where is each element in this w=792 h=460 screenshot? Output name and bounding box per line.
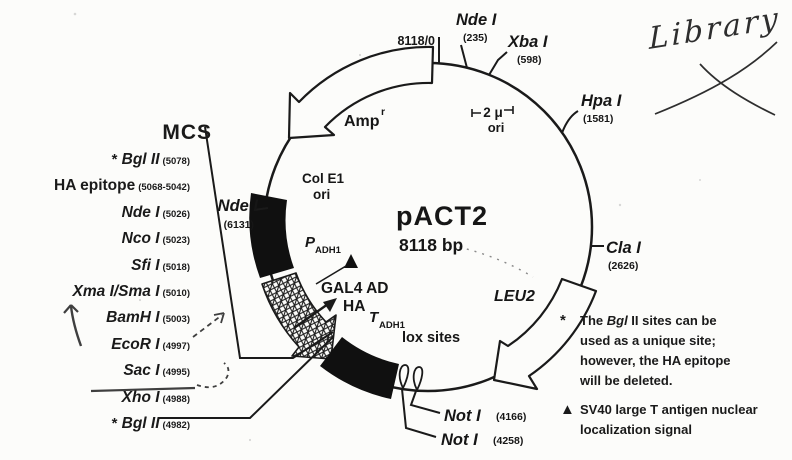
mcs-row-sac1-4995 [0,359,190,385]
site-position: (4982) [162,420,190,432]
xba1-label: Xba I [508,33,548,51]
not1-4166-pos: (4166) [496,411,527,423]
lox-site-loops [400,365,423,390]
xba1-leader [489,52,507,75]
mcs-row-ha-epitope [0,174,190,200]
nde1-235-label: Nde I [456,11,497,29]
site-position: (4995) [162,367,190,379]
note-line: The [580,313,607,328]
pen-squiggle [197,363,228,387]
padh1-label: P [305,234,316,251]
xba1-pos: (598) [517,54,542,66]
site-name: Xma I/Sma I [72,283,160,301]
site-position: (5023) [162,235,190,247]
ha-label: HA [343,298,366,315]
mcs-row-bgl2-4982 [0,412,190,438]
not1-4258-label: Not I [441,431,478,449]
note-line-italic: Bgl [606,313,628,328]
site-name: BamH I [106,309,160,327]
padh1-subscript: ADH1 [315,245,341,256]
two-micron-label: 2 μ [483,105,503,120]
mcs-row-bamh1-5003 [0,306,190,332]
note-text [580,311,731,391]
mcs-row-sfi1-5018 [0,254,190,280]
cla1-label: Cla I [606,239,641,257]
note-line: used as a unique site; [580,333,716,348]
sv40-nls-triangle [344,254,358,268]
cla1-pos: (2626) [608,260,639,272]
origin-marker-label: 8118/0 [397,34,435,48]
handwritten-annotation: Library [648,0,781,57]
tadh1-label: T [369,309,379,326]
mcs-heading: MCS [162,121,212,144]
site-name: Xho I [121,388,160,406]
site-name: Sac I [123,362,160,380]
pencil-faint-arc [459,247,533,277]
plasmid-name: pACT2 [396,201,488,231]
mcs-row-xho1-4988 [0,386,190,412]
nde1-235-pos: (235) [463,32,488,44]
amp-label: Amp [344,113,380,130]
two-micron-ori-label: ori [487,120,505,135]
note-sv40-nls [560,400,782,440]
site-name: Bgl II [121,151,160,168]
mcs-row-nco1-5023 [0,227,190,253]
nde1-235-leader [461,45,467,68]
note-bglii-unique-site [560,311,782,391]
site-name: HA epitope [54,177,136,195]
note-line: localization signal [580,422,692,437]
site-name: Bgl II [121,415,160,433]
unique-site-asterisk: * [111,415,122,433]
cole1-label: Col E1 [302,171,345,186]
note-line: SV40 large T antigen nuclear [580,402,758,417]
nde1-6131-label: Nde I [217,197,258,215]
plasmid-size: 8118 bp [399,235,464,255]
hpa1-pos: (1581) [583,113,614,125]
site-position: (5018) [162,261,190,273]
lox-site-loop [400,365,409,388]
tadh1-subscript: ADH1 [379,320,405,331]
site-position: (5026) [162,208,190,220]
site-name: Sfi I [131,256,160,274]
gal4ad-label-arrowhead [323,298,337,312]
site-name: Nde I [121,203,160,221]
nde1-6131-pos: (6131) [223,219,254,231]
not1-4258-leader [402,389,436,437]
mcs-row-ecor1-4997 [0,333,190,359]
lox-site-loop [414,367,423,390]
mcs-row-xma1-sma1-5010 [0,280,190,306]
unique-site-asterisk: * [111,151,122,168]
site-position: (4997) [162,340,190,352]
not1-4258-pos: (4258) [493,435,524,447]
hpa1-leader [562,111,578,133]
lox-sites-label: lox sites [402,330,461,346]
asterisk-marker: * [560,312,566,329]
not1-4166-label: Not I [444,407,481,425]
cole1-ori-label: ori [313,187,331,202]
mcs-row-nde1-5026 [0,201,190,227]
pen-dashed-arrowhead [214,313,224,323]
note-line: II sites can be [627,313,717,328]
mcs-row-bgl2-5078 [0,148,190,174]
triangle-marker: ▲ [560,401,575,418]
site-position: (4988) [162,393,190,405]
gal4ad-label: GAL4 AD [321,280,389,297]
site-position: (5003) [162,314,190,326]
site-position: (5078) [162,156,190,167]
leu2-label: LEU2 [494,288,535,305]
site-position: (5068-5042) [138,182,190,194]
site-name: EcoR I [111,335,160,353]
amp-superscript: r [381,106,386,118]
pen-dashed-arrow [193,315,222,337]
not1-4166-leader [411,391,440,413]
site-name: Nco I [121,230,160,248]
note-line: will be deleted. [580,373,673,388]
hpa1-label: Hpa I [581,92,622,110]
site-position: (5010) [162,288,190,300]
note-line: however, the HA epitope [580,353,731,368]
mcs-site-list [0,118,212,438]
footnotes [560,311,782,449]
note-text [580,400,758,440]
